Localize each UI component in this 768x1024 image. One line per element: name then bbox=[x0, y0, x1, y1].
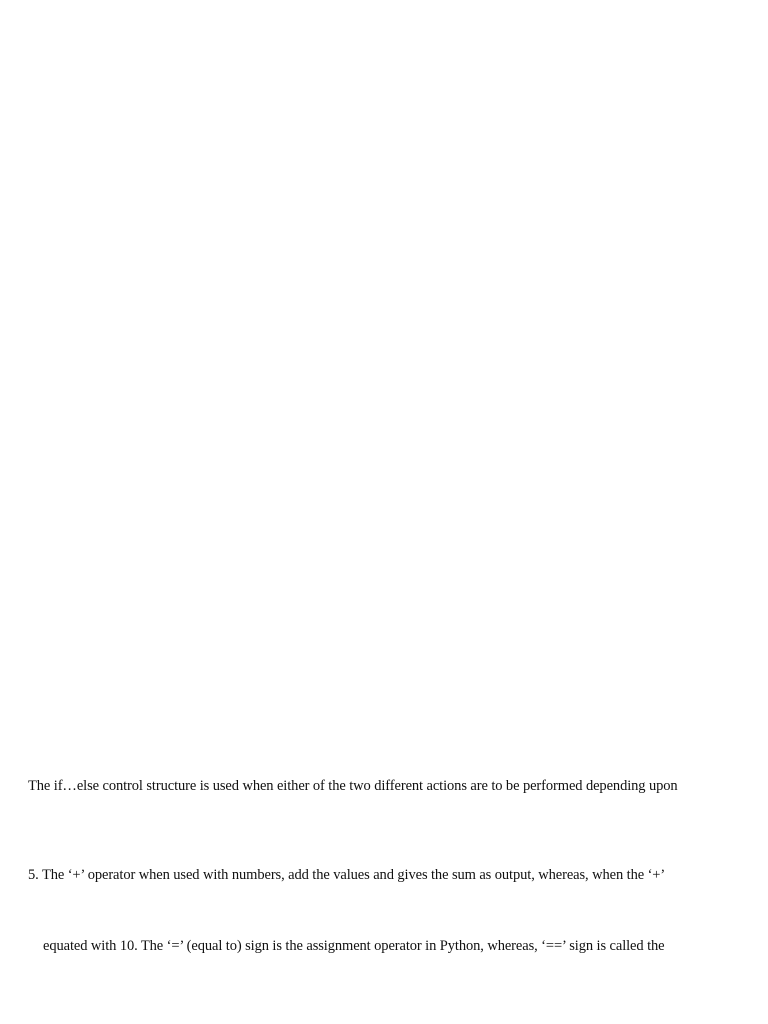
text-line-equated: equated with 10. The ‘=’ (equal to) sign is the assignment operator in Python, whereas, ‘==’ sign is called the bbox=[43, 938, 665, 954]
text-line-item-5: 5. The ‘+’ operator when used with numbers, add the values and gives the sum as output, whereas, when the ‘+’ bbox=[28, 867, 666, 883]
text-line-if-else: The if…else control structure is used when either of the two different actions are to be performed depending upon bbox=[28, 778, 678, 794]
